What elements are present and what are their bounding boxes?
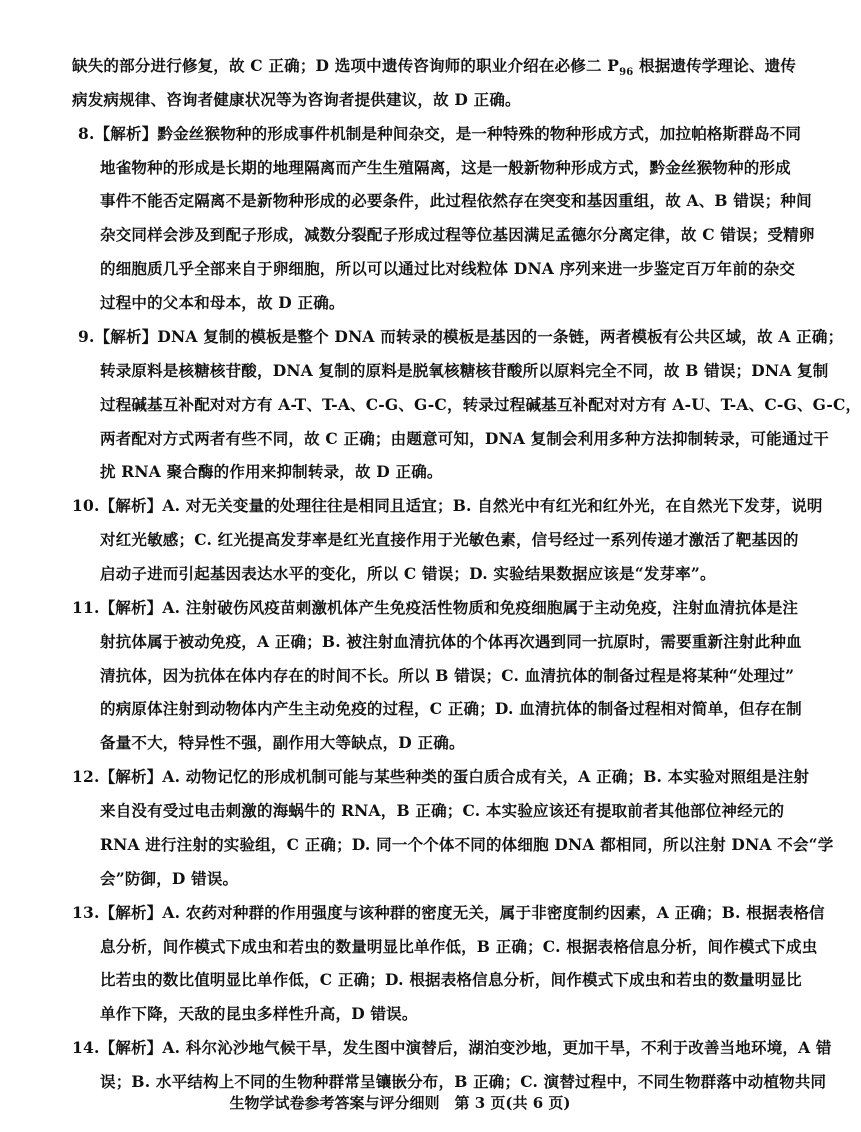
item-8-line-4: 杂交同样会涉及到配子形成，减数分裂配子形成过程等位基因满足孟德尔分离定律，故 C 错误；受精卵 — [100, 225, 815, 244]
item-12-line-3: RNA 进行注射的实验组，C 正确；D. 同一个个体不同的体细胞 DNA 都相同，所以注射 DNA 不会“学 — [100, 835, 834, 854]
intro-line-1-tail: 根据遗传学理论、遗传 — [633, 56, 797, 75]
item-11-line-1 — [72, 598, 799, 618]
item-8-line-5: 的细胞质几乎全部来自于卵细胞，所以可以通过比对线粒体 DNA 序列来进一步鉴定百万年前的杂交 — [100, 259, 796, 278]
item-8-line-3: 事件不能否定隔离不是新物种形成的必要条件，此过程依然存在突变和基因重组，故 A、B 错误；种间 — [100, 191, 812, 210]
item-14-line-1 — [72, 1038, 832, 1058]
intro-line-1-text: 缺失的部分进行修复，故 C 正确；D 选项中遗传咨询师的职业介绍在必修二 P — [72, 56, 620, 75]
item-8-line-2: 地雀物种的形成是长期的地理隔离而产生生殖隔离，这是一般新物种形成方式，黔金丝猴物种的形成 — [100, 158, 791, 177]
item-text: 【解析】A. 注射破伤风疫苗刺激机体产生免疫活性物质和免疫细胞属于主动免疫，注射血清抗体是注 — [99, 598, 799, 617]
item-9-line-1 — [78, 327, 844, 347]
item-number: 14. — [72, 1038, 100, 1057]
item-text: 【解析】A. 农药对种群的作用强度与该种群的密度无关，属于非密度制约因素，A 正确；B. 根据表格信 — [99, 903, 825, 922]
item-9-line-4: 两者配对方式两者有些不同，故 C 正确；由题意可知，DNA 复制会利用多种方法抑制转录，可能通过干 — [100, 429, 829, 448]
intro-line-1 — [72, 56, 797, 79]
item-11-line-2: 射抗体属于被动免疫，A 正确；B. 被注射血清抗体的个体再次遇到同一抗原时，需要重新注射此种血 — [100, 632, 802, 651]
item-12-line-4: 会”防御，D 错误。 — [100, 869, 239, 888]
item-number: 11. — [72, 598, 100, 617]
item-11-line-4: 的病原体注射到动物体内产生主动免疫的过程，C 正确；D. 血清抗体的制备过程相对简单，但存在制 — [100, 699, 802, 718]
item-text: 【解析】DNA 复制的模板是整个 DNA 而转录的模板是基因的一条链，两者模板有公共区域，故 A 正确； — [94, 327, 844, 346]
item-number: 8. — [78, 124, 95, 143]
item-13-line-2: 息分析，间作模式下成虫和若虫的数量明显比单作低，B 正确；C. 根据表格信息分析，间作模式下成虫 — [100, 937, 818, 956]
item-13-line-1 — [72, 903, 825, 923]
item-text: 【解析】A. 科尔沁沙地气候干旱，发生图中演替后，湖泊变沙地，更加干旱，不利于改善当地环境，A 错 — [99, 1038, 832, 1057]
item-11-line-5: 备量不大，特异性不强，副作用大等缺点，D 正确。 — [100, 733, 465, 752]
page-ref-subscript: 96 — [619, 67, 634, 79]
item-14-line-2: 误；B. 水平结构上不同的生物种群常呈镶嵌分布，B 正确；C. 演替过程中，不同生物群落中动植物共同 — [100, 1072, 827, 1091]
item-13-line-4: 单作下降，天敌的昆虫多样性升高，D 错误。 — [100, 1004, 418, 1023]
item-9-line-5: 扰 RNA 聚合酶的作用来抑制转录，故 D 正确。 — [100, 462, 443, 481]
item-number: 10. — [72, 496, 100, 515]
item-8-line-6: 过程中的父本和母本，故 D 正确。 — [100, 293, 345, 312]
item-text: 【解析】A. 对无关变量的处理往往是相同且适宜；B. 自然光中有红光和红外光，在自然光下发芽，说明 — [99, 496, 823, 515]
item-number: 12. — [72, 767, 100, 786]
intro-line-2: 病发病规律、咨询者健康状况等为咨询者提供建议，故 D 正确。 — [72, 90, 521, 109]
item-9-line-2: 转录原料是核糖核苷酸，DNA 复制的原料是脱氧核糖核苷酸所以原料完全不同，故 B 错误；DNA 复制 — [100, 361, 829, 380]
item-13-line-3: 比若虫的数比值明显比单作低，C 正确；D. 根据表格信息分析，间作模式下成虫和若虫的数量明显比 — [100, 970, 802, 989]
item-text: 【解析】A. 动物记忆的形成机制可能与某些种类的蛋白质合成有关，A 正确；B. 本实验对照组是注射 — [99, 767, 810, 786]
item-8-line-1 — [78, 124, 802, 144]
page-footer: 生物学试卷参考答案与评分细则 第 3 页(共 6 页) — [229, 1094, 571, 1112]
item-number: 9. — [78, 327, 95, 346]
item-9-line-3: 过程碱基互补配对对方有 A-T、T-A、C-G、G-C，转录过程碱基互补配对对方有 A-U、T-A、C-G、G-C， — [100, 395, 861, 414]
item-10-line-1 — [72, 496, 823, 516]
item-11-line-3: 清抗体，因为抗体在体内存在的时间不长。所以 B 错误；C. 血清抗体的制备过程是将某种“处理过” — [100, 666, 795, 685]
item-10-line-3: 启动子进而引起基因表达水平的变化，所以 C 错误；D. 实验结果数据应该是“发芽率”。 — [100, 564, 716, 583]
item-text: 【解析】黔金丝猴物种的形成事件机制是种间杂交，是一种特殊的物种形成方式，加拉帕格斯群岛不同 — [94, 124, 802, 143]
item-12-line-2: 来自没有受过电击刺激的海蜗牛的 RNA，B 正确；C. 本实验应该还有提取前者其他部位神经元的 — [100, 801, 785, 820]
item-number: 13. — [72, 903, 100, 922]
item-12-line-1 — [72, 767, 810, 787]
item-10-line-2: 对红光敏感；C. 红光提高发芽率是红光直接作用于光敏色素，信号经过一系列传递才激活了靶基因的 — [100, 530, 799, 549]
